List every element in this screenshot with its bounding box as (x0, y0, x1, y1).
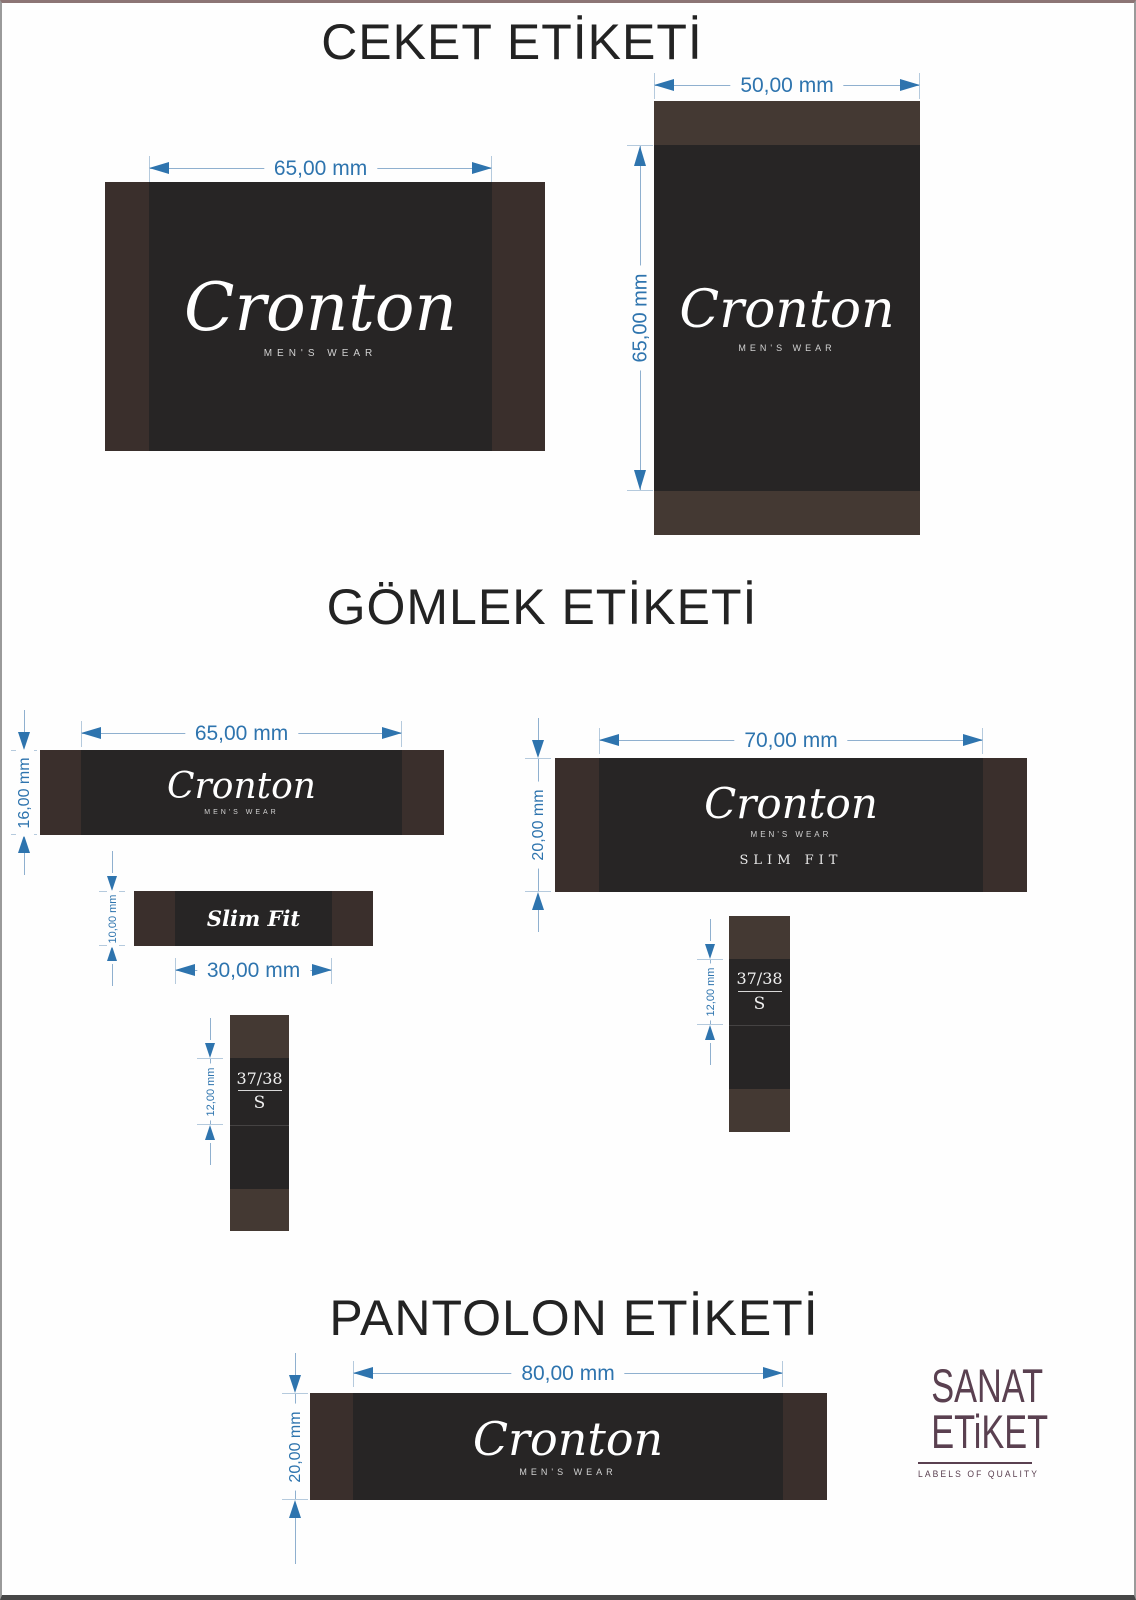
dimension-line (295, 1518, 296, 1564)
dim-ceket-b-height (625, 145, 655, 491)
arrow-left-icon (353, 1367, 373, 1379)
cronton-script: Cronton (472, 1412, 664, 1466)
extension-tick (627, 490, 653, 491)
dimension-line (24, 710, 25, 732)
cronton-subtitle: MEN'S WEAR (750, 829, 832, 839)
cronton-subtitle: MEN'S WEAR (263, 347, 378, 359)
arrow-up-icon (18, 835, 30, 853)
dimension-line (538, 718, 539, 740)
fold-bottom (729, 1089, 790, 1132)
fold-right (332, 891, 373, 946)
gomlek-label-slimfit (555, 758, 1027, 892)
dimension-line (210, 1143, 211, 1165)
arrow-right-icon (382, 727, 402, 739)
pantolon-label (310, 1393, 827, 1500)
dim-gomlek-c-height (9, 750, 39, 835)
size-bottom-value: S (753, 993, 766, 1014)
gomlek-label-main (40, 750, 444, 835)
fold-left (105, 182, 149, 451)
cronton-script: Cronton (704, 778, 878, 828)
size-label-left (230, 1015, 289, 1231)
slim-fit-label (134, 891, 373, 946)
dim-ceket-b-width (654, 71, 920, 101)
arrow-up-icon (705, 1025, 715, 1040)
size-divider (738, 991, 782, 992)
extension-tick (525, 758, 551, 759)
section-title-ceket: CEKET ETİKETİ (321, 14, 703, 70)
extension-tick (282, 1393, 308, 1394)
dimension-value: 70,00 mm (734, 729, 847, 753)
size-panel (230, 1058, 289, 1126)
dimension-value: 20,00 mm (287, 1403, 305, 1490)
size-divider (238, 1090, 282, 1091)
dimension-value: 65,00 mm (185, 722, 298, 746)
arrow-left-icon (81, 727, 101, 739)
dimension-value: 12,00 mm (705, 964, 717, 1021)
arrow-down-icon (107, 876, 117, 891)
dimension-line (24, 853, 25, 875)
sanat-logo-tagline: LABELS OF QUALITY (918, 1469, 1040, 1480)
sanat-logo-line2: ETiKET (931, 1405, 1049, 1459)
arrow-up-icon (289, 1500, 301, 1518)
dimension-value: 65,00 mm (264, 157, 377, 181)
arrow-down-icon (205, 1043, 215, 1058)
arrow-right-icon (312, 964, 332, 976)
extension-tick (197, 1058, 223, 1059)
arrow-down-icon (18, 732, 30, 750)
sanat-logo-rule (918, 1462, 1032, 1464)
section-title-pantolon: PANTOLON ETİKETİ (329, 1290, 819, 1346)
arrow-up-icon (107, 946, 117, 961)
fold-left (134, 891, 175, 946)
dimension-line (112, 851, 113, 873)
arrow-right-icon (472, 162, 492, 174)
dimension-line (210, 1018, 211, 1040)
arrow-left-icon (175, 964, 195, 976)
cronton-subtitle: MEN'S WEAR (204, 809, 279, 816)
dimension-value: 20,00 mm (530, 781, 548, 868)
arrow-left-icon (149, 162, 169, 174)
dim-gomlek-e-width (599, 726, 983, 756)
size-panel (729, 959, 790, 1026)
dim-slimfit-height (97, 891, 127, 946)
dimension-line (295, 1353, 296, 1375)
cronton-script: Cronton (167, 766, 316, 807)
arrow-right-icon (963, 734, 983, 746)
fold-right (402, 750, 444, 835)
dim-slimfit-width (175, 956, 332, 986)
arrow-down-icon (289, 1375, 301, 1393)
dimension-value: 16,00 mm (16, 749, 34, 836)
slim-fit-script: Slim Fit (206, 906, 301, 931)
fold-top (729, 916, 790, 959)
dimension-value: 10,00 mm (107, 890, 119, 947)
fold-top (230, 1015, 289, 1058)
dimension-value: 30,00 mm (197, 959, 310, 983)
sanat-etiket-logo (915, 1359, 1049, 1480)
dim-size-left-height (195, 1058, 225, 1125)
arrow-up-icon (205, 1125, 215, 1140)
dim-gomlek-c-width (81, 719, 402, 749)
arrow-up-icon (634, 146, 646, 166)
fold-left (310, 1393, 353, 1500)
size-bottom-value: S (253, 1093, 266, 1114)
slim-fit-caps: SLIM FIT (739, 852, 843, 868)
fold-top (654, 101, 920, 145)
dimension-value: 80,00 mm (511, 1362, 624, 1386)
size-top-value: 37/38 (236, 1068, 283, 1088)
cronton-logo (472, 1412, 664, 1477)
arrow-right-icon (763, 1367, 783, 1379)
arrow-left-icon (599, 734, 619, 746)
dim-gomlek-e-height (523, 758, 553, 892)
extension-tick (697, 959, 723, 960)
cronton-logo (679, 279, 895, 353)
cronton-subtitle: MEN'S WEAR (519, 1467, 617, 1477)
dim-ceket-a-width (149, 154, 492, 184)
dim-pantolon-width (353, 1359, 783, 1389)
cronton-logo (183, 268, 458, 359)
dimension-line (538, 910, 539, 932)
fold-bottom (230, 1189, 289, 1231)
arrow-left-icon (654, 79, 674, 91)
ceket-label-vertical (654, 101, 920, 535)
size-label-right (729, 916, 790, 1132)
section-title-gomlek: GÖMLEK ETİKETİ (326, 579, 758, 635)
cronton-script: Cronton (679, 279, 895, 340)
fold-bottom (654, 491, 920, 535)
arrow-up-icon (532, 892, 544, 910)
ceket-label-horizontal (105, 182, 545, 451)
arrow-down-icon (634, 470, 646, 490)
size-top-value: 37/38 (736, 969, 783, 989)
dimension-line (112, 964, 113, 986)
arrow-down-icon (705, 944, 715, 959)
dim-pantolon-height (280, 1393, 310, 1500)
fold-right (783, 1393, 827, 1500)
cronton-subtitle: MEN'S WEAR (738, 342, 836, 353)
cronton-logo (167, 766, 316, 816)
arrow-right-icon (900, 79, 920, 91)
fold-left (40, 750, 81, 835)
fold-right (492, 182, 545, 451)
dimension-line (710, 1043, 711, 1065)
cronton-logo (704, 778, 878, 868)
dimension-value: 12,00 mm (205, 1063, 217, 1120)
dimension-value: 50,00 mm (730, 74, 843, 98)
dimension-value: 65,00 mm (630, 266, 653, 371)
dimension-line (710, 919, 711, 941)
sanat-logo-line1: SANAT (931, 1359, 1044, 1412)
dim-size-right-height (695, 959, 725, 1025)
arrow-down-icon (532, 740, 544, 758)
fold-left (555, 758, 599, 892)
fold-right (983, 758, 1027, 892)
cronton-script: Cronton (183, 268, 458, 346)
